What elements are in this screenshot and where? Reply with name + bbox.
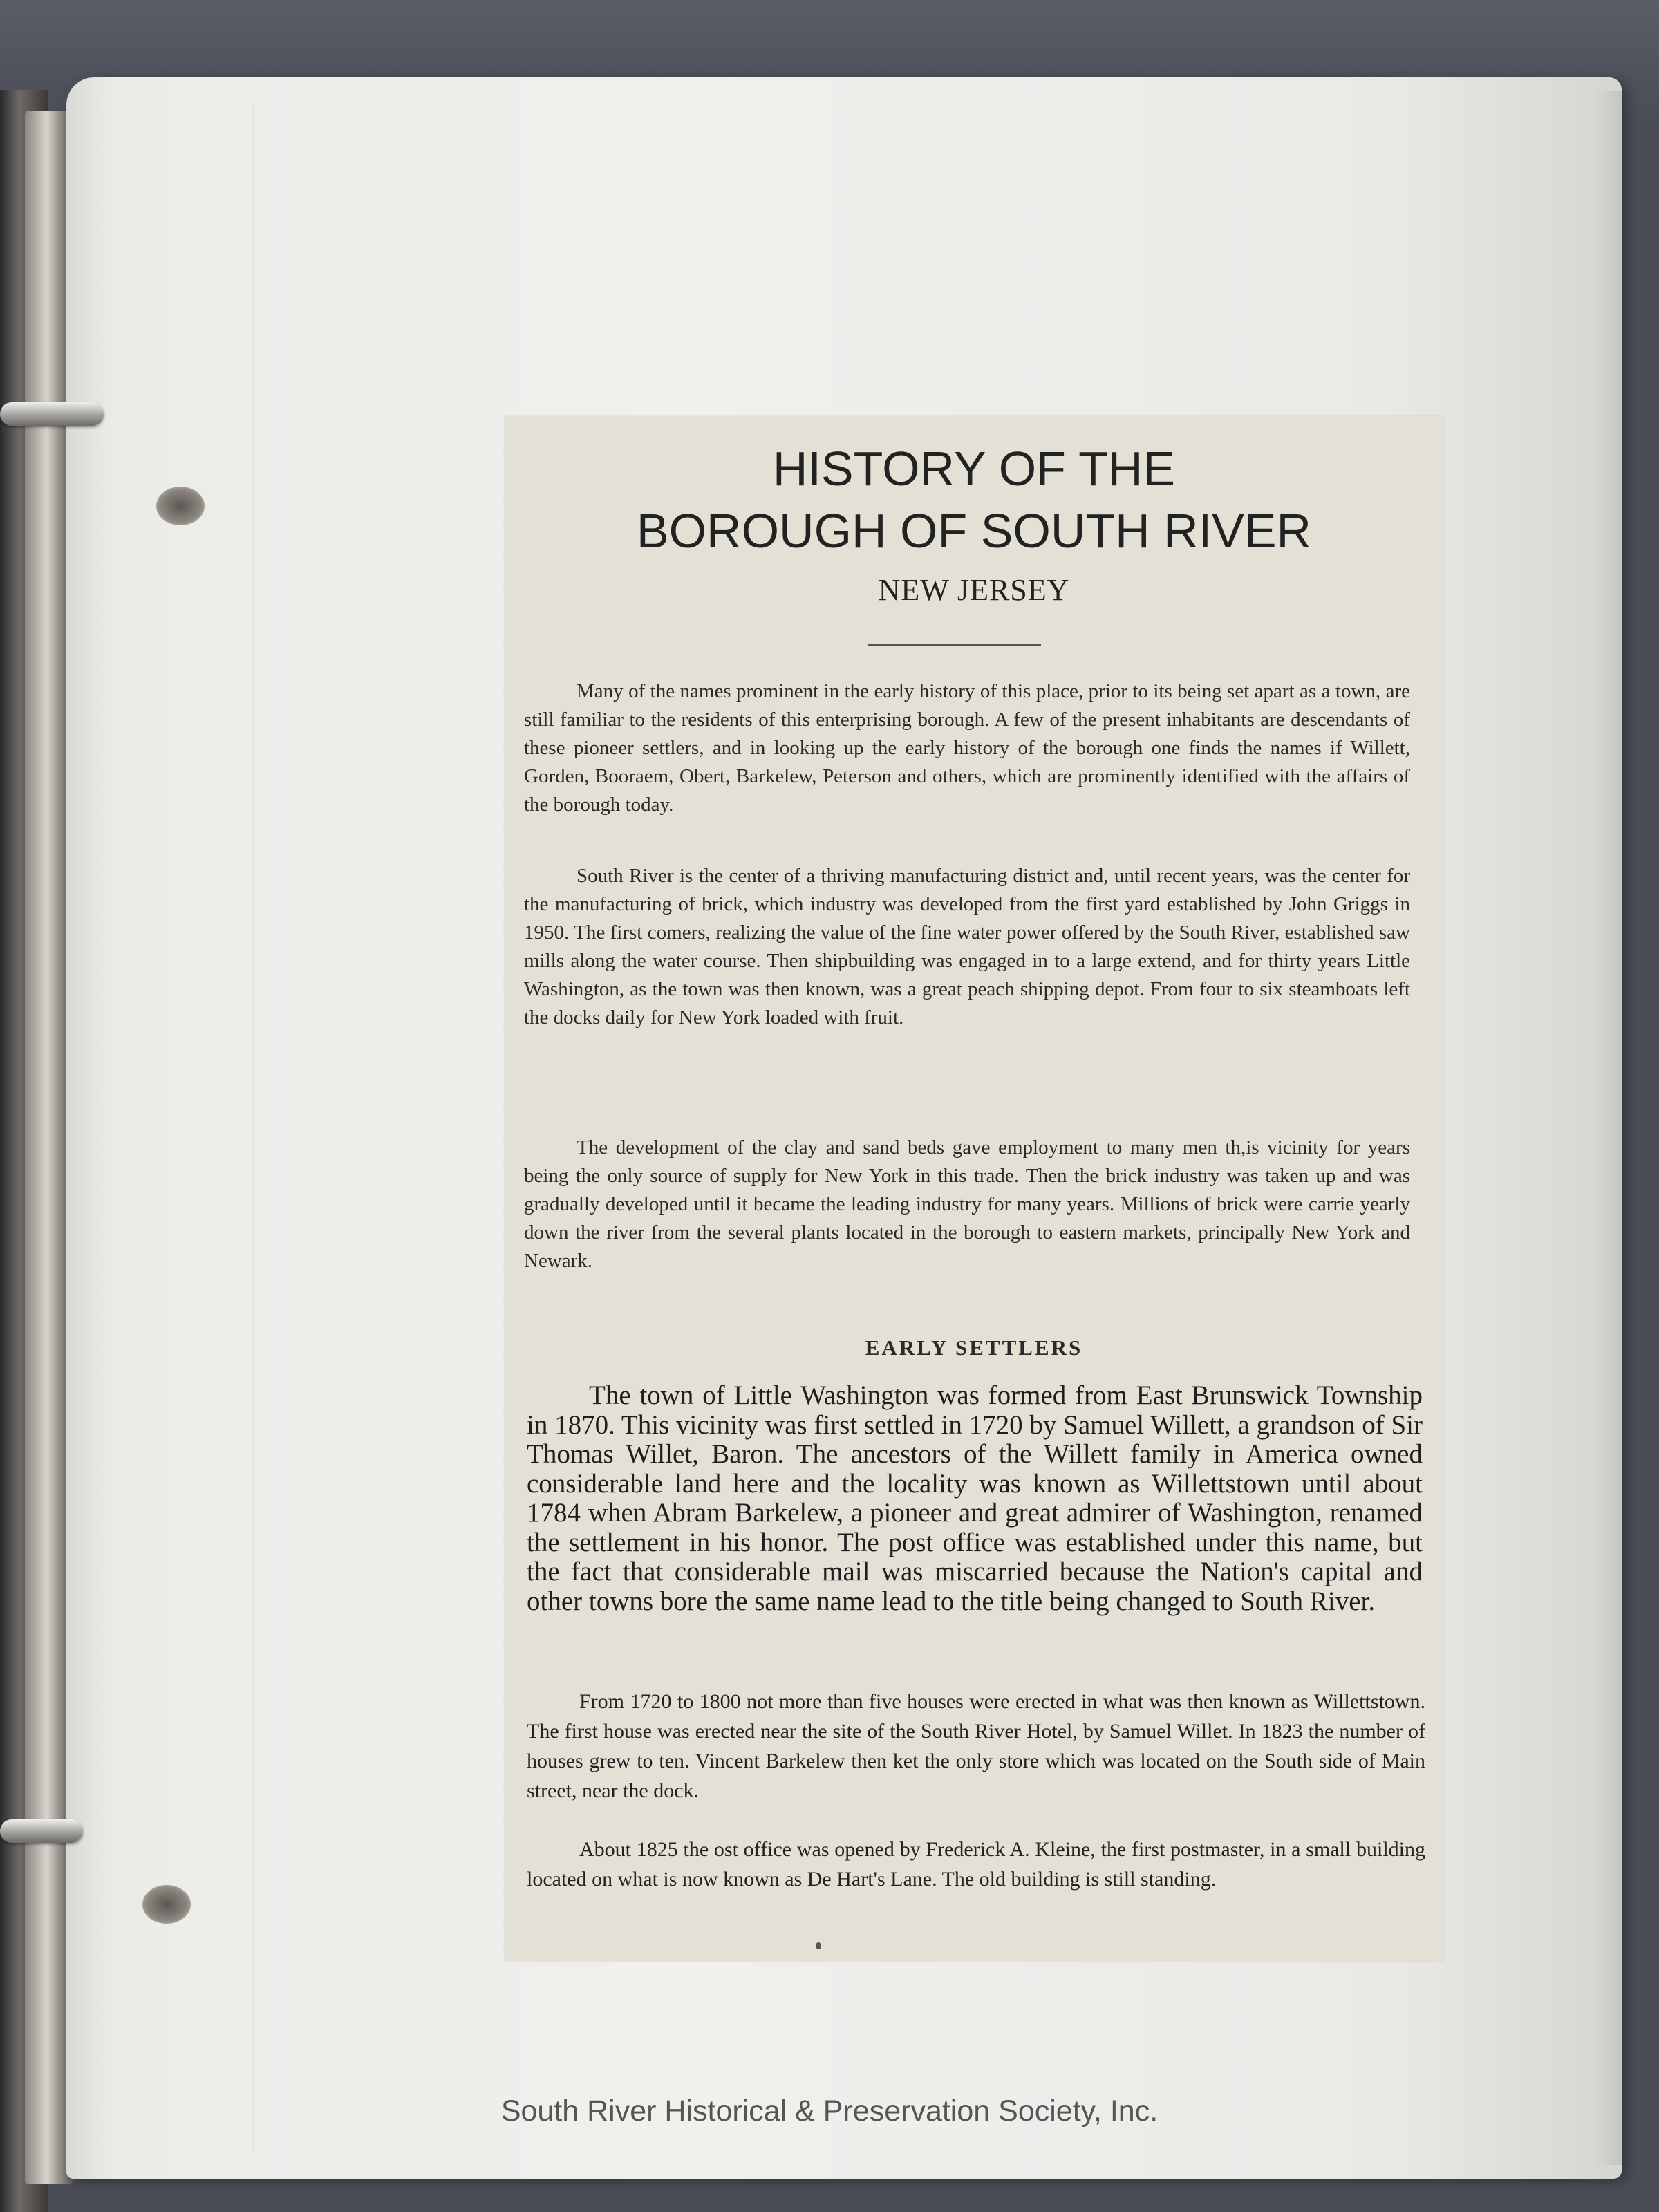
page-mark-dot <box>816 1942 821 1949</box>
paragraph-houses: From 1720 to 1800 not more than five houses were erected in what was then known as Willettstown. The first house was erected near the site of the South River Hotel, by Samuel Willet. In 1823 the number of houses grew to ten. Vincent Barkelew then ket the only store which was located on the South side of Main street, near the dock. <box>527 1690 1425 1802</box>
watermark-text: South River Historical & Preservation Society, Inc. <box>500 2094 1159 2128</box>
section-heading: EARLY SETTLERS <box>865 1335 1083 1360</box>
paragraph-clay: The development of the clay and sand beds gave employment to many men th,is vicinity for years being the only source of supply for New York in this trade. Then the brick industry was taken up and was gradually developed until it became the leading industry for many years. Millions of brick were carrie yearly down the river from the several plants located in the borough to eastern markets, principally New York and Newark. <box>524 1136 1410 1272</box>
paragraph-post-office: About 1825 the ost office was opened by Frederick A. Kleine, the first postmaster, in a small building located on what is now known as De Hart's Lane. The old building is still standing. <box>527 1838 1425 1891</box>
paragraph-names: Many of the names prominent in the early history of this place, prior to its being set apart as a town, are still familiar to the residents of this enterprising borough. A few of the present inhabitants are descendants of these pioneer settlers, and in looking up the early history of the borough one finds the names if Willett, Gorden, Booraem, Obert, Barkelew, Peterson and others, which are prominently identified with the affairs of the borough today. <box>524 680 1410 816</box>
punch-hole-bottom <box>142 1885 191 1924</box>
paragraph-little-washington: The town of Little Washington was formed from East Brunswick Township in 1870. This vicinity was first settled in 1720 by Samuel Willett, a grandson of Sir Thomas Willet, Baron. The ancestors of the Willett family in America owned considerable land here and the locality was known as Willettstown until about 1784 when Abram Barkelew, a pioneer and great admirer of Washington, renamed the settlement in his honor. The post office was established under this name, but the fact that considerable mail was miscarried because the Nation's capital and other towns bore the same name lead to the title being changed to South River. <box>527 1380 1423 1616</box>
headline-line-2: BOROUGH OF SOUTH RIVER <box>636 504 1312 558</box>
headline-line-1: HISTORY OF THE <box>772 442 1176 496</box>
page-margin-line <box>253 105 254 2151</box>
binder-page <box>66 77 1622 2179</box>
binder-ring-bottom <box>0 1819 83 1843</box>
page-edge-shadow <box>1594 91 1622 2165</box>
headline-subtitle: NEW JERSEY <box>878 573 1070 607</box>
punch-hole-top <box>156 487 205 525</box>
binder-ring-top <box>0 402 104 426</box>
headline-divider <box>868 644 1041 646</box>
newspaper-clipping <box>505 416 1443 1961</box>
paragraph-industry: South River is the center of a thriving manufacturing district and, until recent years, was the center for the manufacturing of brick, which industry was developed from the first yard established by John Griggs in 1950. The first comers, realizing the value of the fine water power offered by the South River, established saw mills along the water course. Then shipbuilding was engaged in to a large extend, and for thirty years Little Washington, as the town was then known, was a great peach shipping depot. From four to six steamboats left the docks daily for New York loaded with fruit. <box>524 865 1410 1029</box>
